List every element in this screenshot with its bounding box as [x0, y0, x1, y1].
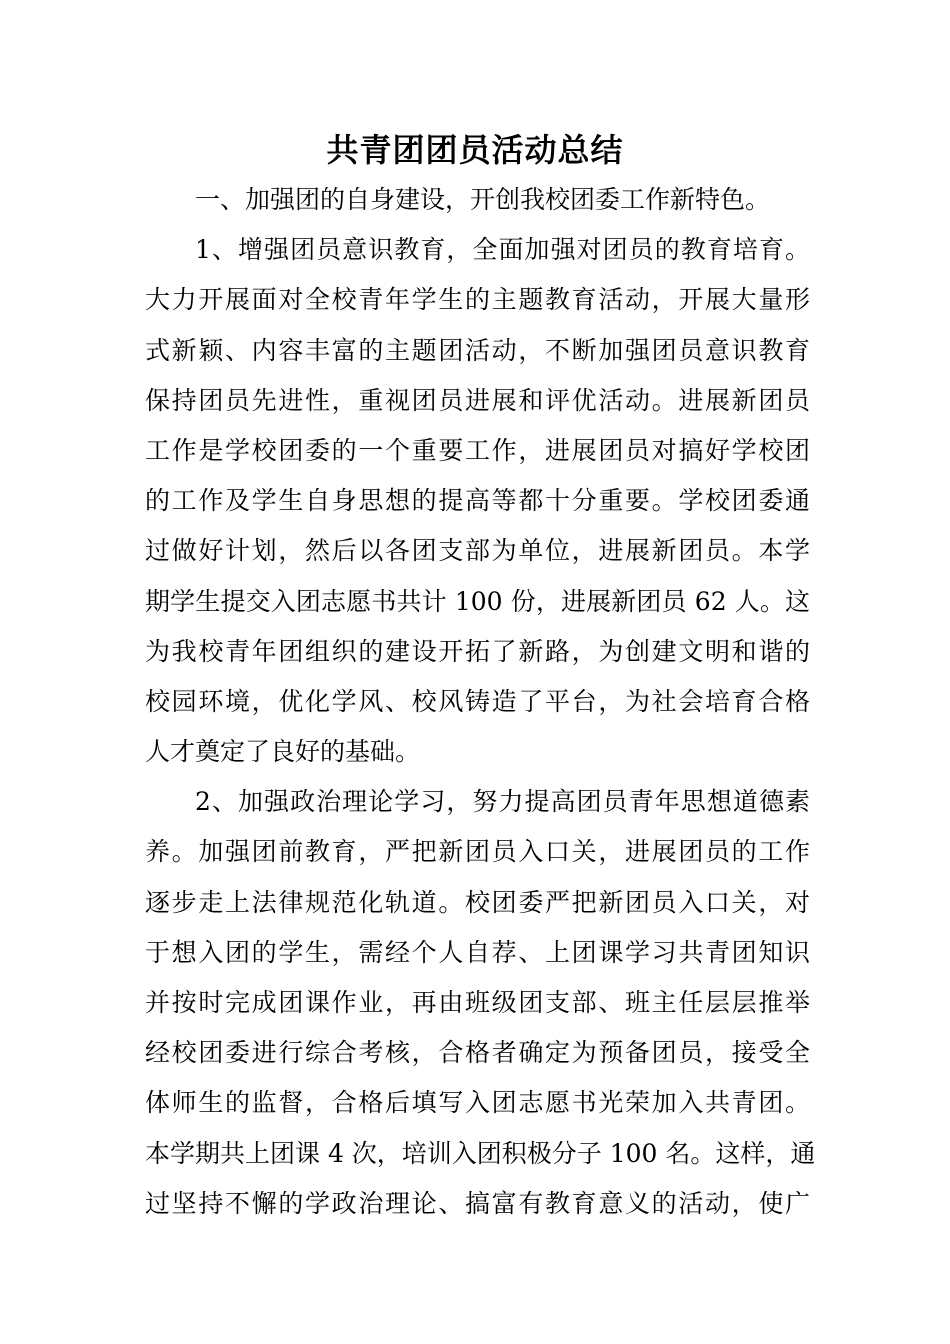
body-line: 于想入团的学生，需经个人自荐、上团课学习共青团知识 — [145, 937, 810, 967]
body-line: 人才奠定了良好的基础。 — [145, 737, 421, 767]
body-line: 的工作及学生自身思想的提高等都十分重要。学校团委通 — [145, 486, 810, 516]
body-line: 保持团员先进性，重视团员进展和评优活动。进展新团员 — [145, 385, 810, 415]
body-line: 过做好计划，然后以各团支部为单位，进展新团员。本学 — [145, 536, 810, 566]
body-line: 过坚持不懈的学政治理论、搞富有教育意义的活动，使广 — [145, 1188, 810, 1218]
body-line: 经校团委进行综合考核，合格者确定为预备团员，接受全 — [145, 1038, 810, 1068]
body-line: 期学生提交入团志愿书共计 100 份，进展新团员 62 人。这 — [145, 586, 810, 616]
body-line: 校园环境，优化学风、校风铸造了平台，为社会培育合格 — [145, 686, 810, 716]
body-line: 养。加强团前教育，严把新团员入口关，进展团员的工作 — [145, 837, 810, 867]
body-line: 本学期共上团课 4 次，培训入团积极分子 100 名。这样，通 — [145, 1138, 816, 1168]
body-line: 逐步走上法律规范化轨道。校团委严把新团员入口关，对 — [145, 887, 810, 917]
body-line: 大力开展面对全校青年学生的主题教育活动，开展大量形 — [145, 285, 810, 315]
body-line: 工作是学校团委的一个重要工作，进展团员对搞好学校团 — [145, 435, 810, 465]
body-line: 1、增强团员意识教育，全面加强对团员的教育培育。 — [195, 235, 810, 265]
body-line: 2、加强政治理论学习，努力提高团员青年思想道德素 — [195, 787, 810, 817]
body-line: 式新颖、内容丰富的主题团活动，不断加强团员意识教育 — [145, 335, 810, 365]
body-line: 为我校青年团组织的建设开拓了新路，为创建文明和谐的 — [145, 636, 810, 666]
document-title: 共青团团员活动总结 — [326, 131, 624, 169]
body-line: 并按时完成团课作业，再由班级团支部、班主任层层推举 — [145, 988, 810, 1017]
body-line: 一、加强团的自身建设，开创我校团委工作新特色。 — [195, 185, 771, 214]
document-body — [145, 175, 816, 1229]
body-line: 体师生的监督，合格后填写入团志愿书光荣加入共青团。 — [145, 1088, 810, 1118]
